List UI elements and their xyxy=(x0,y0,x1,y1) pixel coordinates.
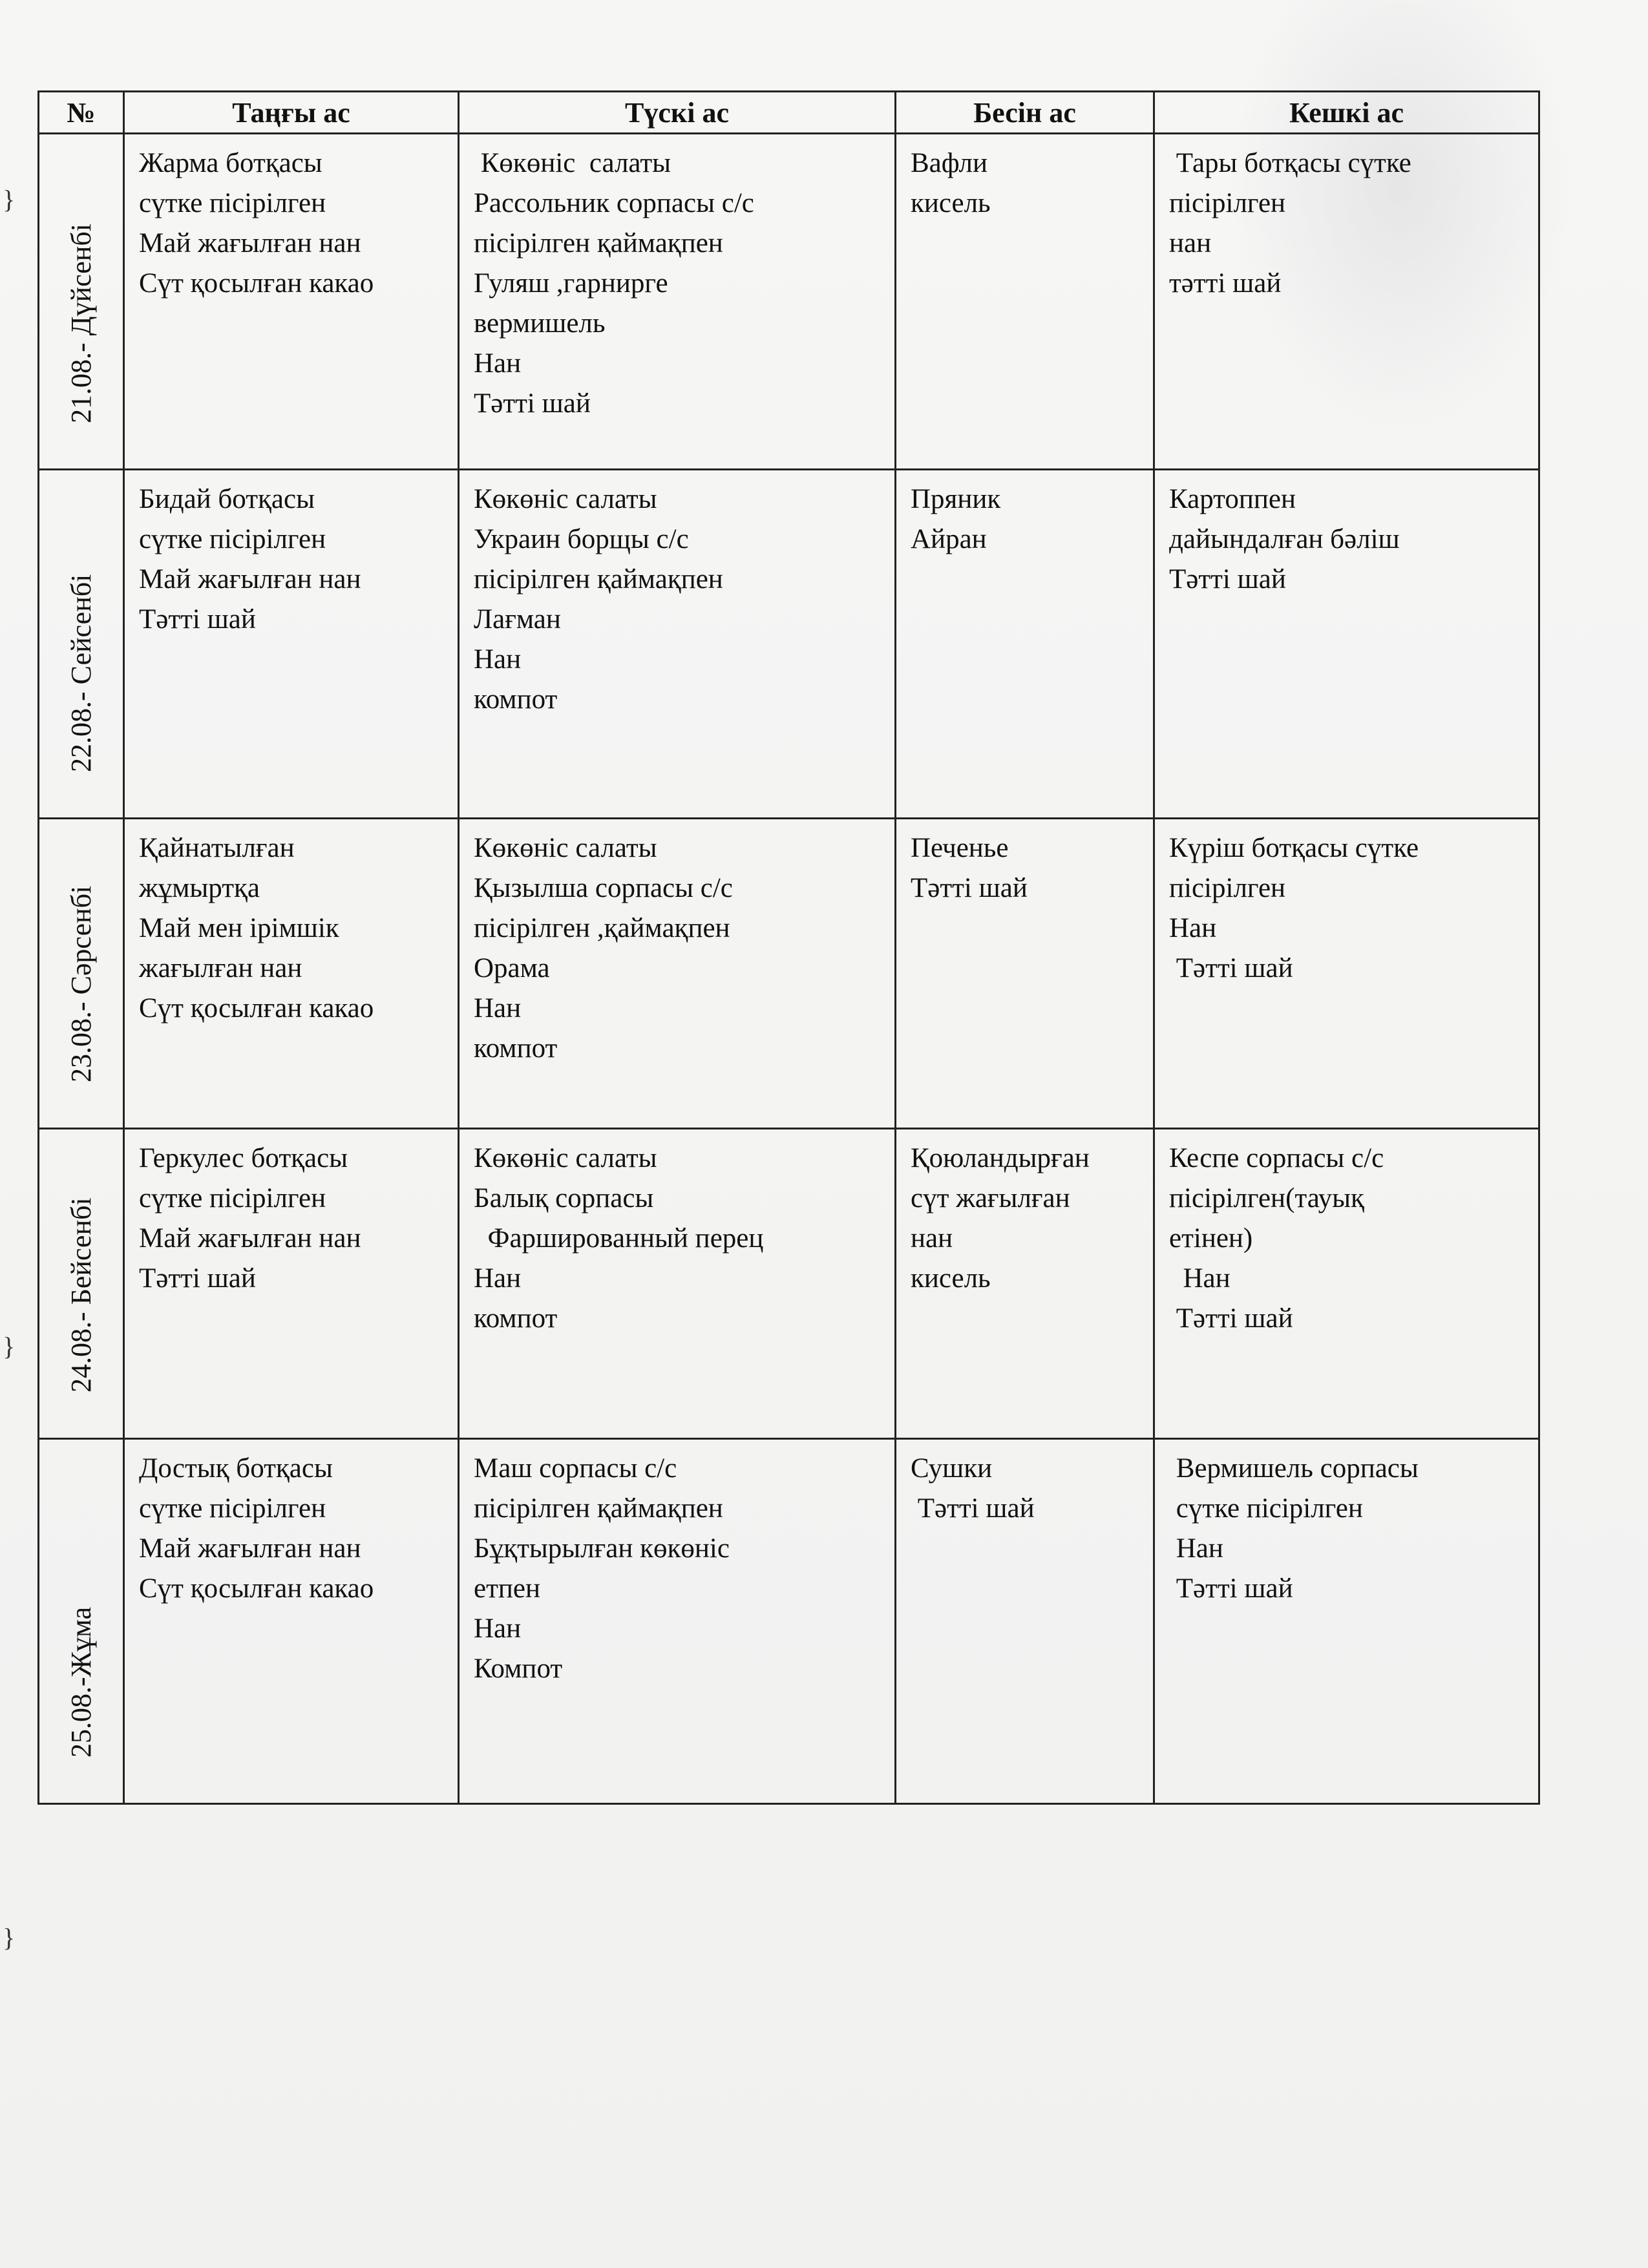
meal-item: сүтке пісірілген xyxy=(139,1183,326,1213)
table-row xyxy=(39,1129,1539,1439)
breakfast-cell xyxy=(124,1439,459,1804)
meal-item: Тәтті шай xyxy=(139,1263,256,1294)
meal-item: компот xyxy=(474,684,558,715)
meal-item: вермишель xyxy=(474,308,606,339)
meal-item: Печенье xyxy=(911,833,1009,863)
meal-item: Жарма ботқасы xyxy=(139,148,322,178)
meal-item: Геркулес ботқасы xyxy=(139,1143,348,1173)
snack-cell xyxy=(896,819,1154,1129)
lunch-cell xyxy=(459,134,896,470)
meal-item: пісірілген қаймақпен xyxy=(474,1493,723,1524)
meal-item: Тәтті шай xyxy=(139,604,256,635)
meal-item: пісірілген(тауық xyxy=(1169,1183,1364,1213)
margin-mark: } xyxy=(3,1923,16,1952)
meal-item: Нан xyxy=(1169,1263,1231,1294)
table-row xyxy=(39,819,1539,1129)
meal-item: Тәтті шай xyxy=(911,1493,1035,1524)
table-row xyxy=(39,470,1539,819)
meal-item: Тәтті шай xyxy=(1169,564,1286,594)
meal-item: Кеспе сорпасы с/с xyxy=(1169,1143,1384,1173)
meal-item: Нан xyxy=(474,644,522,675)
meal-item: Нан xyxy=(474,1263,522,1294)
meal-item: Картоппен xyxy=(1169,484,1296,514)
header-row xyxy=(39,92,1539,134)
meal-item: Нан xyxy=(474,348,522,379)
meal-item: Пряник xyxy=(911,484,1001,514)
meal-item: Маш сорпасы с/с xyxy=(474,1453,677,1484)
meal-item: Вермишель сорпасы xyxy=(1169,1453,1419,1484)
header-lunch: Түскі ас xyxy=(459,92,896,134)
meal-item: Бидай ботқасы xyxy=(139,484,315,514)
meal-item: компот xyxy=(474,1033,558,1064)
meal-item: Май жағылған нан xyxy=(139,1533,361,1564)
meal-item: Май жағылған нан xyxy=(139,228,361,258)
meal-item: кисель xyxy=(911,188,991,218)
meal-item: Айран xyxy=(911,524,987,554)
meal-item: Көкөніс салаты xyxy=(474,148,671,178)
breakfast-cell xyxy=(124,819,459,1129)
meal-item: нан xyxy=(1169,228,1212,258)
meal-item: пісірілген xyxy=(1169,873,1286,903)
meal-item: пісірілген xyxy=(1169,188,1286,218)
day-cell xyxy=(39,1129,124,1439)
meal-item: Компот xyxy=(474,1654,563,1684)
day-cell xyxy=(39,134,124,470)
meal-item: жағылған нан xyxy=(139,953,302,983)
meal-item: Украин борщы с/с xyxy=(474,524,689,554)
meal-item: Май мен ірімшік xyxy=(139,913,339,943)
dinner-cell xyxy=(1154,134,1539,470)
day-label: 24.08.- Бейсенбі xyxy=(65,1197,97,1392)
meal-item: Балық сорпасы xyxy=(474,1183,654,1213)
meal-item: Көкөніс салаты xyxy=(474,833,657,863)
meal-item: пісірілген ,қаймақпен xyxy=(474,913,730,943)
meal-item: Достық ботқасы xyxy=(139,1453,333,1484)
dinner-cell xyxy=(1154,1129,1539,1439)
table-row xyxy=(39,134,1539,470)
meal-item: сүтке пісірілген xyxy=(1169,1493,1363,1524)
day-label: 23.08.- Сәрсенбі xyxy=(65,885,97,1082)
meal-item: Тәтті шай xyxy=(1169,953,1293,983)
snack-cell xyxy=(896,134,1154,470)
meal-item: Сушки xyxy=(911,1453,993,1484)
dinner-cell xyxy=(1154,470,1539,819)
lunch-cell xyxy=(459,1129,896,1439)
meal-item: пісірілген қаймақпен xyxy=(474,564,723,594)
header-snack: Бесін ас xyxy=(896,92,1154,134)
meal-item: Нан xyxy=(1169,1533,1223,1564)
meal-item: жұмыртқа xyxy=(139,873,260,903)
breakfast-cell xyxy=(124,1129,459,1439)
meal-item: Көкөніс салаты xyxy=(474,1143,657,1173)
header-dinner: Кешкі ас xyxy=(1154,92,1539,134)
lunch-cell xyxy=(459,819,896,1129)
meal-item: Тәтті шай xyxy=(911,873,1028,903)
meal-item: Нан xyxy=(1169,913,1217,943)
day-cell xyxy=(39,1439,124,1804)
meal-item: тәтті шай xyxy=(1169,268,1282,299)
meal-item: Нан xyxy=(474,1613,522,1644)
meal-item: Көкөніс салаты xyxy=(474,484,657,514)
meal-item: Бұқтырылған көкөніс xyxy=(474,1533,730,1564)
dinner-cell xyxy=(1154,819,1539,1129)
day-label: 25.08.-Жұма xyxy=(65,1606,97,1758)
meal-item: сүтке пісірілген xyxy=(139,188,326,218)
meal-item: Қоюландырған xyxy=(911,1143,1090,1173)
dinner-cell xyxy=(1154,1439,1539,1804)
meal-item: компот xyxy=(474,1303,558,1334)
meal-item: Тәтті шай xyxy=(474,388,591,419)
meal-item: Рассольник сорпасы с/с xyxy=(474,188,754,218)
meal-item: пісірілген қаймақпен xyxy=(474,228,723,258)
meal-item: Тәтті шай xyxy=(1169,1303,1293,1334)
meal-item: Май жағылған нан xyxy=(139,564,361,594)
meal-item: Май жағылған нан xyxy=(139,1223,361,1254)
day-cell xyxy=(39,470,124,819)
lunch-cell xyxy=(459,470,896,819)
day-label: 22.08.- Сейсенбі xyxy=(65,574,97,772)
meal-item: сүт жағылған xyxy=(911,1183,1070,1213)
meal-item: Күріш ботқасы сүтке xyxy=(1169,833,1419,863)
meal-item: кисель xyxy=(911,1263,991,1294)
meal-item: Лағман xyxy=(474,604,561,635)
snack-cell xyxy=(896,470,1154,819)
meal-item: Фаршированный перец xyxy=(474,1223,764,1254)
meal-item: сүтке пісірілген xyxy=(139,524,326,554)
meal-item: Сүт қосылған какао xyxy=(139,993,374,1024)
snack-cell xyxy=(896,1439,1154,1804)
meal-item: етінен) xyxy=(1169,1223,1253,1254)
day-cell xyxy=(39,819,124,1129)
meal-item: Сүт қосылған какао xyxy=(139,268,374,299)
meal-item: Гуляш ,гарнирге xyxy=(474,268,668,299)
snack-cell xyxy=(896,1129,1154,1439)
header-number: № xyxy=(39,92,124,134)
meal-item: Нан xyxy=(474,993,522,1024)
day-label: 21.08.- Дүйсенбі xyxy=(65,224,97,423)
meal-item: Қайнатылған xyxy=(139,833,295,863)
table-row xyxy=(39,1439,1539,1804)
meal-item: етпен xyxy=(474,1573,540,1604)
margin-mark: } xyxy=(3,1332,16,1361)
meal-item: дайындалған бәліш xyxy=(1169,524,1400,554)
meal-item: Тәтті шай xyxy=(1169,1573,1293,1604)
meal-item: Қызылша сорпасы с/с xyxy=(474,873,733,903)
meal-item: Орама xyxy=(474,953,550,983)
lunch-cell xyxy=(459,1439,896,1804)
meal-item: Тары ботқасы сүтке xyxy=(1169,148,1411,178)
margin-mark: } xyxy=(3,185,16,214)
meal-item: Вафли xyxy=(911,148,988,178)
meal-item: Сүт қосылған какао xyxy=(139,1573,374,1604)
breakfast-cell xyxy=(124,470,459,819)
meal-item: сүтке пісірілген xyxy=(139,1493,326,1524)
header-breakfast: Таңғы ас xyxy=(124,92,459,134)
meal-item: нан xyxy=(911,1223,953,1254)
breakfast-cell xyxy=(124,134,459,470)
weekly-menu-table xyxy=(37,90,1540,1805)
